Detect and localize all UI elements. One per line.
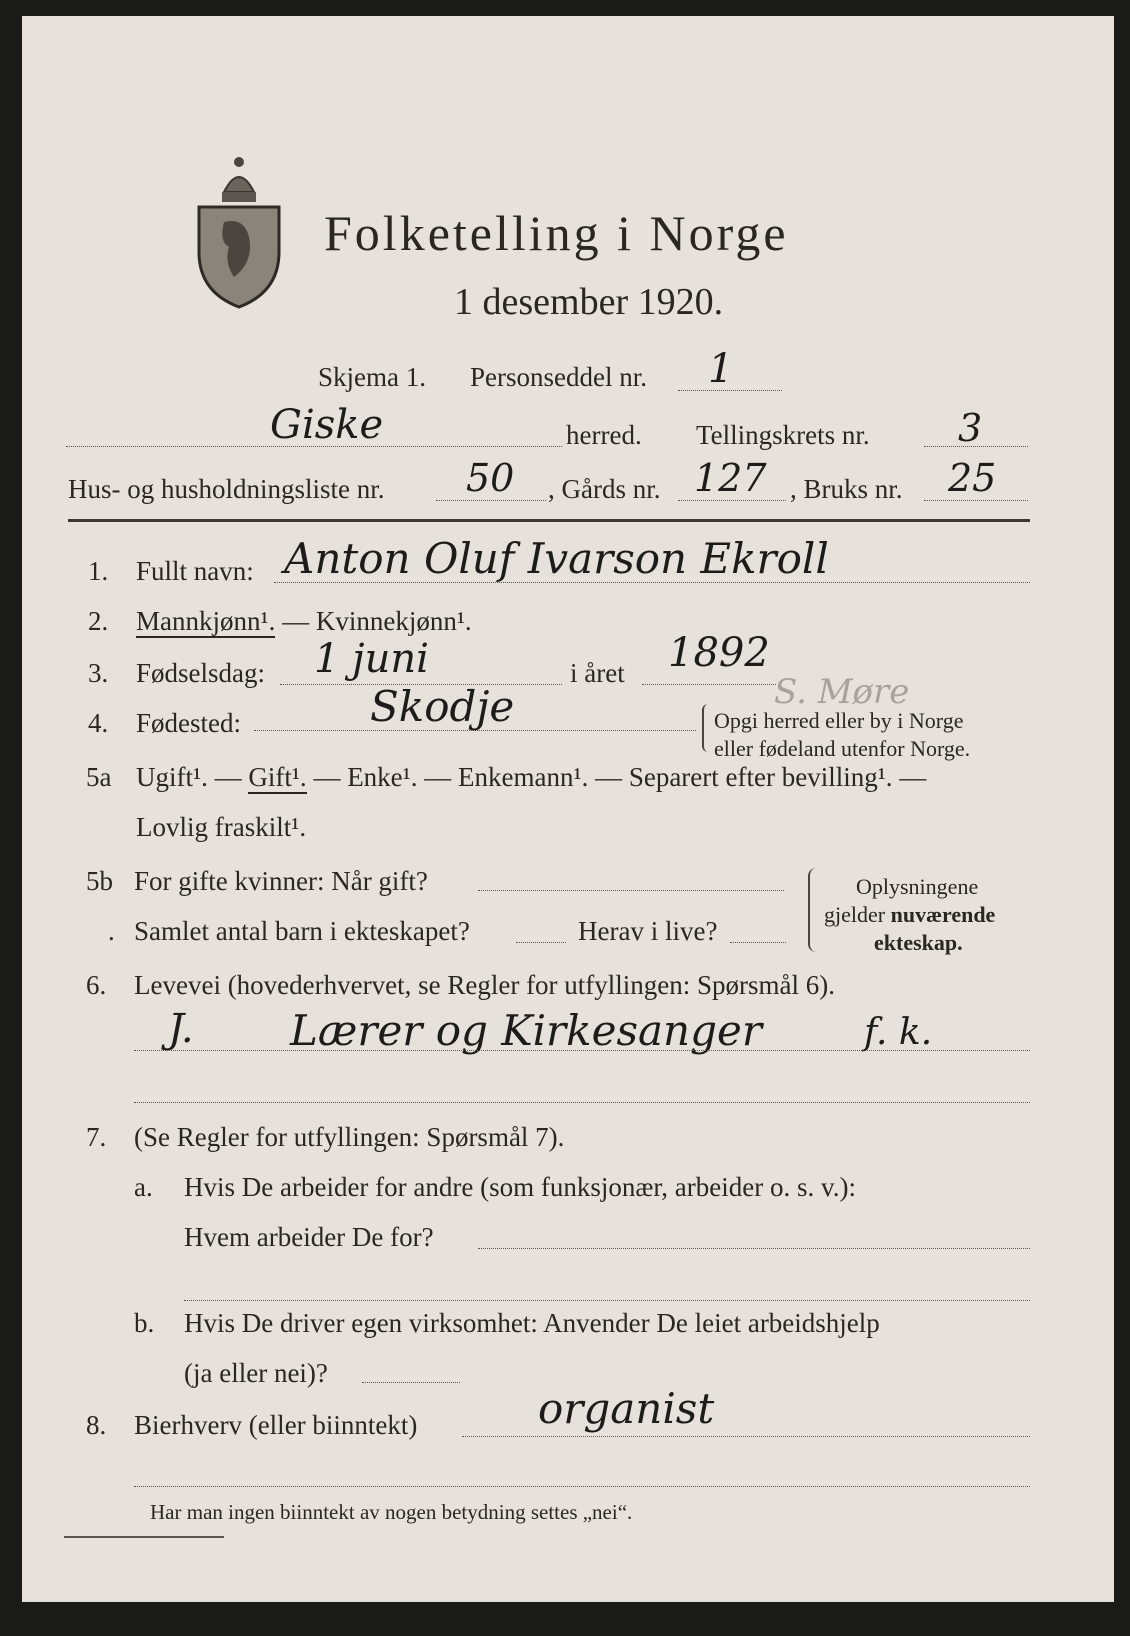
tellingskrets-field[interactable]: 3 bbox=[958, 406, 983, 450]
full-name-field[interactable]: Anton Oluf Ivarson Ekroll bbox=[284, 534, 829, 583]
footer-divider bbox=[64, 1536, 224, 1538]
other-status-options[interactable]: — Enke¹. — Enkemann¹. — Separert efter bevilling¹. — bbox=[306, 762, 927, 792]
q4-note-line1: Opgi herred eller by i Norge bbox=[714, 708, 964, 733]
footer-note: Har man ingen biinntekt av nogen betydning settes „nei“. bbox=[150, 1500, 633, 1524]
q2-row: Mannkjønn¹. — Kvinnekjønn¹. bbox=[136, 606, 472, 636]
married-when-field[interactable] bbox=[478, 890, 784, 891]
herred-field[interactable]: Giske bbox=[270, 402, 384, 448]
q5b-children-label: Samlet antal barn i ekteskapet? bbox=[134, 916, 470, 946]
q4-label: Fødested: bbox=[136, 708, 241, 738]
q5b-married-when-label: For gifte kvinner: Når gift? bbox=[134, 866, 428, 896]
herred-label: herred. bbox=[566, 420, 642, 450]
q7-number: 7. bbox=[86, 1122, 107, 1152]
q8-number: 8. bbox=[86, 1410, 107, 1440]
personseddel-field[interactable]: 1 bbox=[708, 346, 734, 392]
q4-note-line2: eller fødeland utenfor Norge. bbox=[714, 736, 971, 761]
children-field[interactable] bbox=[516, 942, 566, 943]
census-form bbox=[22, 16, 1114, 1602]
occupation-suffix: f. k. bbox=[864, 1012, 933, 1053]
q5a-number: 5a bbox=[86, 762, 112, 792]
q5b-brace bbox=[808, 868, 818, 952]
q6-label: Levevei (hovederhvervet, se Regler for utfyllingen: Spørsmål 6). bbox=[134, 970, 836, 1000]
q1-label: Fullt navn: bbox=[136, 556, 254, 586]
q7-label: (Se Regler for utfyllingen: Spørsmål 7). bbox=[134, 1122, 565, 1152]
q7a-question: Hvem arbeider De for? bbox=[184, 1222, 434, 1252]
bruks-field[interactable]: 25 bbox=[948, 456, 997, 500]
employer-field[interactable] bbox=[478, 1248, 1030, 1249]
gards-field[interactable]: 127 bbox=[694, 456, 767, 500]
q3-label: Fødselsdag: bbox=[136, 658, 266, 688]
bruks-label: , Bruks nr. bbox=[790, 474, 903, 504]
female-option[interactable]: Kvinnekjønn¹. bbox=[315, 606, 472, 636]
male-option[interactable]: Mannkjønn¹. bbox=[136, 606, 276, 636]
side-income-field[interactable]: organist bbox=[538, 1384, 715, 1433]
q5b-note-line1: Oplysningene bbox=[856, 874, 979, 899]
married-option[interactable]: Gift¹. bbox=[248, 762, 307, 792]
q2-number: 2. bbox=[88, 606, 109, 636]
q4-number: 4. bbox=[88, 708, 109, 738]
q5b-bullet: . bbox=[108, 916, 115, 946]
q7b-question: (ja eller nei)? bbox=[184, 1358, 328, 1388]
hus-label: Hus- og husholdningsliste nr. bbox=[68, 474, 385, 504]
q7b-label: Hvis De driver egen virksomhet: Anvender De leiet arbeidshjelp bbox=[184, 1308, 880, 1338]
q7b-number: b. bbox=[134, 1308, 155, 1338]
personseddel-label: Personseddel nr. bbox=[470, 362, 647, 392]
coat-of-arms-icon bbox=[194, 152, 284, 312]
q3-number: 3. bbox=[88, 658, 109, 688]
hus-field[interactable]: 50 bbox=[466, 456, 515, 500]
birthday-field[interactable]: 1 juni bbox=[314, 636, 429, 682]
skjema-label: Skjema 1. bbox=[318, 362, 426, 392]
hired-help-field[interactable] bbox=[362, 1382, 460, 1383]
alive-field[interactable] bbox=[730, 942, 786, 943]
year-label: i året bbox=[570, 658, 625, 688]
census-date: 1 desember 1920. bbox=[454, 281, 724, 323]
occupation-prefix: J. bbox=[168, 1006, 194, 1052]
q5b-number: 5b bbox=[86, 866, 113, 896]
q5b-note-line3: ekteskap. bbox=[874, 930, 963, 955]
q7a-label: Hvis De arbeider for andre (som funksjonær, arbeider o. s. v.): bbox=[184, 1172, 856, 1202]
q4-brace bbox=[702, 704, 710, 752]
birthplace-field[interactable]: Skodje bbox=[370, 682, 515, 731]
q5b-note-line2: gjelder nuværende bbox=[824, 902, 996, 927]
q6-number: 6. bbox=[86, 970, 107, 1000]
divorced-option[interactable]: Lovlig fraskilt¹. bbox=[136, 812, 307, 842]
q8-label: Bierhverv (eller biinntekt) bbox=[134, 1410, 418, 1440]
tellingskrets-label: Tellingskrets nr. bbox=[696, 420, 870, 450]
q5a-row: Ugift¹. — Gift¹. — Enke¹. — Enkemann¹. — Separert efter bevilling¹. — bbox=[136, 762, 927, 792]
q1-number: 1. bbox=[88, 556, 109, 586]
q5b-alive-label: Herav i live? bbox=[578, 916, 718, 946]
unmarried-option[interactable]: Ugift¹. bbox=[136, 762, 208, 792]
birthplace-extra: S. Møre bbox=[774, 672, 910, 712]
birth-year-field[interactable]: 1892 bbox=[668, 630, 770, 676]
gards-label: , Gårds nr. bbox=[548, 474, 661, 504]
header-divider bbox=[68, 519, 1030, 522]
q7a-number: a. bbox=[134, 1172, 153, 1202]
occupation-field[interactable]: Lærer og Kirkesanger bbox=[290, 1006, 762, 1055]
page-title: Folketelling i Norge bbox=[324, 205, 789, 261]
